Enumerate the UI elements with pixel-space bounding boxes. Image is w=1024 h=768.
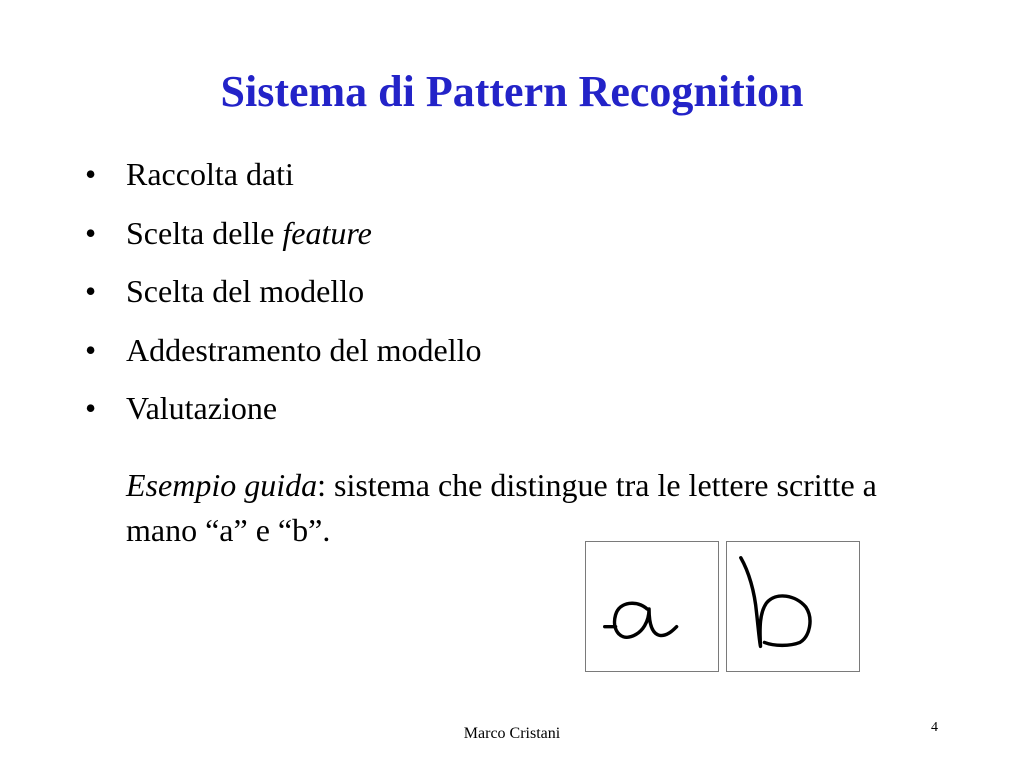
letter-b-drawing [727, 542, 859, 671]
bullet-item-raccolta-dati [85, 150, 481, 209]
bullet-list [85, 150, 481, 443]
bullet-dot: • [85, 214, 97, 251]
bullet-text: Valutazione [126, 390, 278, 426]
example-text: : sistema che distingue tra le lettere scritte a mano “a” e “b”. [126, 467, 877, 548]
handwritten-letter-a-image [585, 541, 719, 672]
bullet-text: Raccolta dati [126, 156, 294, 192]
bullet-emphasis: feature [282, 214, 372, 251]
handwritten-letter-b-image [726, 541, 860, 672]
bullet-item-scelta-modello [85, 267, 481, 326]
bullet-item-addestramento [85, 326, 481, 385]
slide-title: Sistema di Pattern Recognition [220, 67, 804, 116]
bullet-item-valutazione [85, 384, 481, 443]
bullet-text: Addestramento del modello [126, 331, 482, 368]
page-number: 4 [931, 720, 938, 735]
bullet-dot: • [85, 331, 97, 368]
bullet-text: Scelta delle [126, 214, 283, 251]
bullet-dot: • [85, 156, 97, 192]
example-label: Esempio guida [126, 467, 318, 503]
letter-a-drawing [586, 542, 718, 671]
footer-author: Marco Cristani [463, 725, 561, 742]
bullet-dot: • [85, 273, 97, 309]
bullet-item-scelta-feature [85, 209, 481, 268]
bullet-text: Scelta del modello [126, 273, 365, 309]
example-paragraph [126, 463, 946, 553]
bullet-dot: • [85, 390, 97, 426]
